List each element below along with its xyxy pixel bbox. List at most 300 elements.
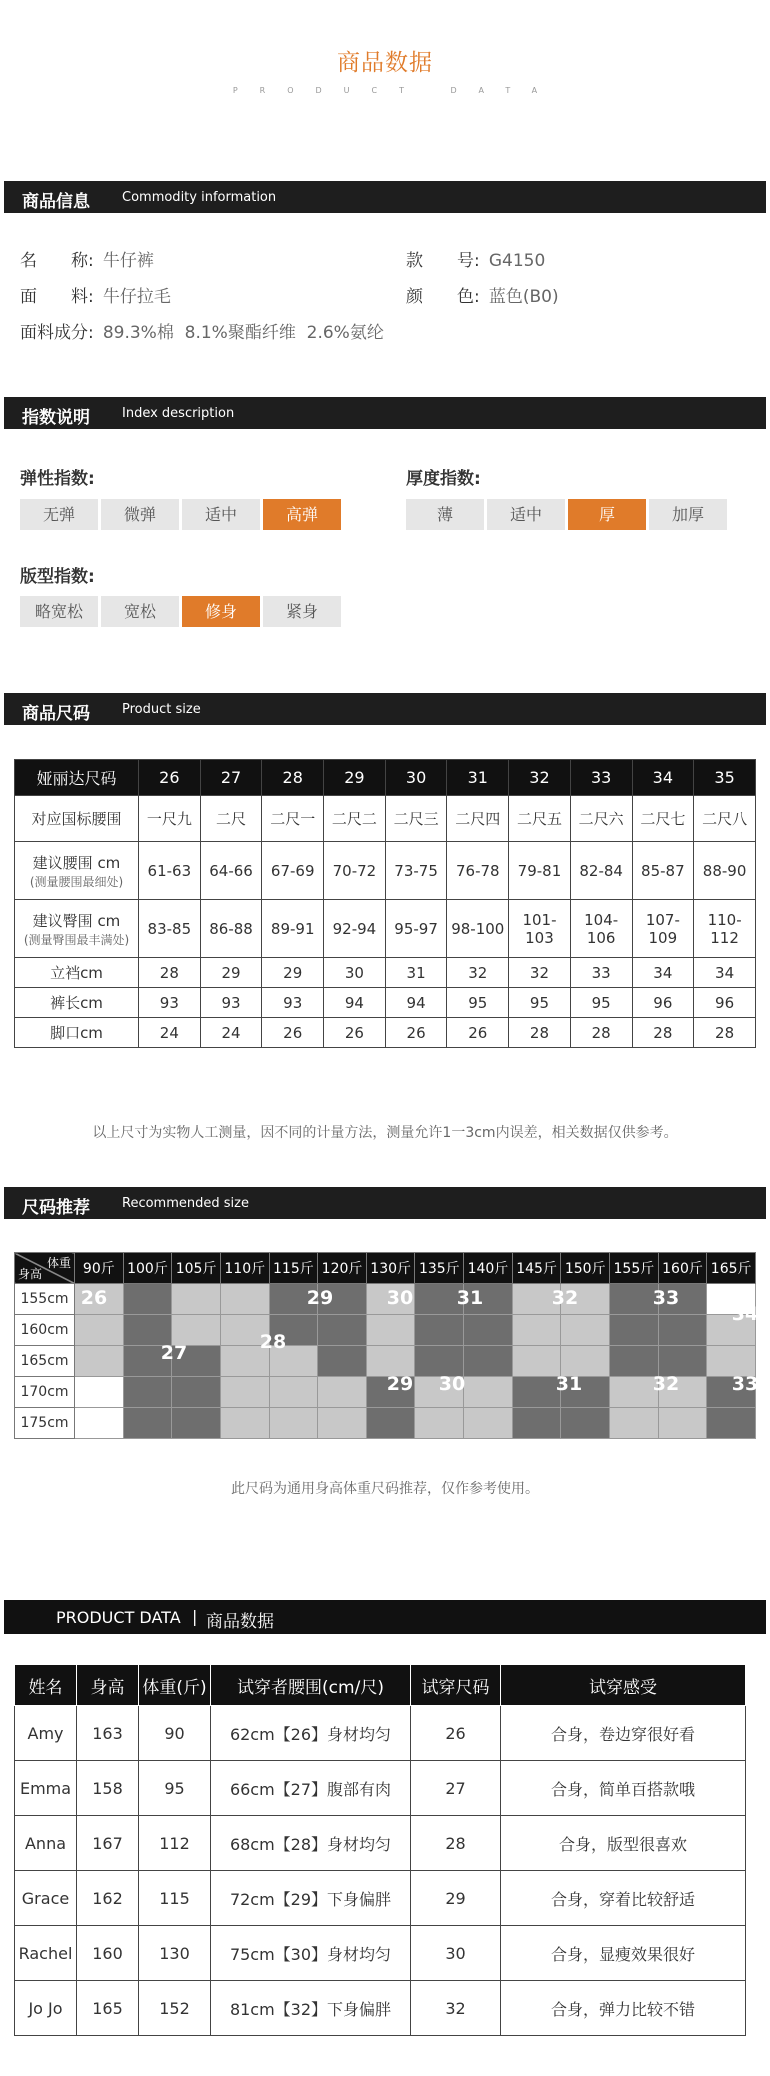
field-label: 名 称: bbox=[20, 251, 94, 271]
size-cell: 二尺五 bbox=[509, 796, 571, 842]
size-header-cell: 31 bbox=[447, 760, 509, 796]
size-cell: 95 bbox=[509, 988, 571, 1018]
weight-header: 165斤 bbox=[707, 1253, 756, 1284]
weight-header: 120斤 bbox=[318, 1253, 367, 1284]
size-cell: 93 bbox=[262, 988, 324, 1018]
field-label: 面 料: bbox=[20, 287, 94, 307]
recommend-cell bbox=[610, 1408, 659, 1439]
tryon-row bbox=[15, 1816, 746, 1871]
tryon-cell: 115 bbox=[139, 1871, 211, 1926]
tryon-cell: 合身，版型很喜欢 bbox=[501, 1816, 746, 1871]
recommend-cell bbox=[415, 1377, 464, 1408]
recommend-cell bbox=[318, 1377, 367, 1408]
recommend-cell bbox=[123, 1377, 172, 1408]
size-row-label-note: (测量腰围最细处) bbox=[29, 874, 124, 889]
recommend-cell bbox=[464, 1377, 513, 1408]
size-cell: 93 bbox=[139, 988, 201, 1018]
recommend-row bbox=[15, 1408, 756, 1439]
thickness-index-label: 厚度指数: bbox=[406, 469, 481, 489]
tryon-section-separator: | bbox=[192, 1607, 198, 1626]
weight-header: 140斤 bbox=[464, 1253, 513, 1284]
recommend-cell bbox=[123, 1346, 172, 1377]
tryon-row bbox=[15, 1926, 746, 1981]
recommend-cell bbox=[75, 1346, 124, 1377]
size-row-label bbox=[15, 900, 139, 958]
recommend-cell bbox=[658, 1346, 707, 1377]
size-cell: 94 bbox=[385, 988, 447, 1018]
size-cell: 24 bbox=[200, 1018, 262, 1048]
fit-option: 宽松 bbox=[101, 596, 179, 627]
height-header: 160cm bbox=[15, 1315, 75, 1346]
size-row-label-text: 建议腰围 cm bbox=[32, 853, 121, 872]
recommend-cell bbox=[269, 1408, 318, 1439]
field-name bbox=[20, 246, 154, 271]
thickness-option: 薄 bbox=[406, 499, 484, 530]
recommend-cell bbox=[707, 1377, 756, 1408]
size-cell: 95 bbox=[447, 988, 509, 1018]
size-cell: 28 bbox=[694, 1018, 756, 1048]
size-section-subtitle: Product size bbox=[122, 702, 201, 717]
size-row-label bbox=[15, 842, 139, 900]
size-cell: 95-97 bbox=[385, 900, 447, 958]
tryon-cell: Emma bbox=[15, 1761, 77, 1816]
recommend-cell bbox=[658, 1408, 707, 1439]
tryon-cell: 27 bbox=[411, 1761, 501, 1816]
recommend-cell bbox=[512, 1377, 561, 1408]
size-table-row bbox=[15, 900, 756, 958]
recommend-section-subtitle: Recommended size bbox=[122, 1196, 249, 1211]
recommend-cell bbox=[415, 1408, 464, 1439]
recommend-header-row bbox=[15, 1253, 756, 1284]
commodity-section-subtitle: Commodity information bbox=[122, 190, 277, 205]
size-row-label-note: (测量臀围最丰满处) bbox=[23, 932, 130, 947]
size-row-label-text: 裤长cm bbox=[50, 994, 103, 1012]
recommend-note: 此尺码为通用身高体重尺码推荐，仅作参考使用。 bbox=[231, 1481, 539, 1497]
recommend-cell bbox=[366, 1284, 415, 1315]
tryon-cell: 75cm【30】身材均匀 bbox=[211, 1926, 411, 1981]
elastic-option-selected: 高弹 bbox=[263, 499, 341, 530]
tryon-cell: 66cm【27】腹部有肉 bbox=[211, 1761, 411, 1816]
size-table-row bbox=[15, 842, 756, 900]
size-header-cell: 33 bbox=[570, 760, 632, 796]
thickness-option: 加厚 bbox=[649, 499, 727, 530]
recommend-row bbox=[15, 1346, 756, 1377]
recommend-cell bbox=[707, 1284, 756, 1315]
tryon-cell: 152 bbox=[139, 1981, 211, 2036]
tryon-cell: Rachel bbox=[15, 1926, 77, 1981]
size-note: 以上尺寸为实物人工测量，因不同的计量方法，测量允许1一3cm内误差，相关数据仅供参考。 bbox=[92, 1125, 678, 1141]
size-region-label: 27 bbox=[160, 1342, 188, 1364]
recommend-cell bbox=[318, 1346, 367, 1377]
size-table-row bbox=[15, 1018, 756, 1048]
weight-header: 155斤 bbox=[610, 1253, 659, 1284]
field-fabric bbox=[20, 282, 171, 307]
recommend-cell bbox=[610, 1377, 659, 1408]
size-cell: 二尺六 bbox=[570, 796, 632, 842]
size-cell: 95 bbox=[570, 988, 632, 1018]
tryon-cell: 30 bbox=[411, 1926, 501, 1981]
size-cell: 32 bbox=[447, 958, 509, 988]
recommend-cell bbox=[318, 1315, 367, 1346]
field-label: 款 号: bbox=[406, 251, 480, 271]
tryon-cell: 130 bbox=[139, 1926, 211, 1981]
size-region-label: 34 bbox=[731, 1303, 759, 1325]
field-value: 89.3%棉 8.1%聚酯纤维 2.6%氨纶 bbox=[102, 323, 384, 343]
recommend-cell bbox=[366, 1346, 415, 1377]
size-cell: 85-87 bbox=[632, 842, 694, 900]
weight-header: 150斤 bbox=[561, 1253, 610, 1284]
size-cell: 二尺八 bbox=[694, 796, 756, 842]
tryon-cell: 95 bbox=[139, 1761, 211, 1816]
size-cell: 34 bbox=[694, 958, 756, 988]
size-table-row bbox=[15, 796, 756, 842]
tryon-cell: 81cm【32】下身偏胖 bbox=[211, 1981, 411, 2036]
recommend-cell bbox=[172, 1315, 221, 1346]
recommend-cell bbox=[561, 1408, 610, 1439]
recommend-cell bbox=[464, 1346, 513, 1377]
recommend-cell bbox=[123, 1408, 172, 1439]
tryon-cell: 合身，穿着比较舒适 bbox=[501, 1871, 746, 1926]
size-cell: 34 bbox=[632, 958, 694, 988]
recommend-cell bbox=[561, 1284, 610, 1315]
tryon-header-cell: 试穿感受 bbox=[501, 1665, 746, 1706]
size-header-cell: 娅丽达尺码 bbox=[15, 760, 139, 796]
size-row-label bbox=[15, 958, 139, 988]
size-cell: 104-106 bbox=[570, 900, 632, 958]
recommend-cell bbox=[415, 1315, 464, 1346]
elastic-option: 适中 bbox=[182, 499, 260, 530]
size-header-cell: 27 bbox=[200, 760, 262, 796]
tryon-cell: 163 bbox=[77, 1706, 139, 1761]
commodity-section-title: 商品信息 bbox=[22, 192, 90, 212]
tryon-cell: 160 bbox=[77, 1926, 139, 1981]
recommend-cell bbox=[172, 1377, 221, 1408]
recommend-cell bbox=[220, 1315, 269, 1346]
fit-option-selected: 修身 bbox=[182, 596, 260, 627]
size-table-row bbox=[15, 958, 756, 988]
tryon-table bbox=[14, 1664, 746, 2036]
page-subtitle: PRODUCT DATA bbox=[232, 86, 560, 95]
tryon-cell: 合身，显瘦效果很好 bbox=[501, 1926, 746, 1981]
size-header-cell: 30 bbox=[385, 760, 447, 796]
commodity-section-bar bbox=[4, 181, 766, 213]
field-value: 牛仔拉毛 bbox=[102, 287, 171, 307]
tryon-cell: 165 bbox=[77, 1981, 139, 2036]
size-cell: 82-84 bbox=[570, 842, 632, 900]
elastic-index-label: 弹性指数: bbox=[20, 469, 95, 489]
field-color bbox=[406, 282, 559, 307]
tryon-cell: 合身，弹力比较不错 bbox=[501, 1981, 746, 2036]
thickness-option: 适中 bbox=[487, 499, 565, 530]
size-cell: 26 bbox=[447, 1018, 509, 1048]
size-cell: 67-69 bbox=[262, 842, 324, 900]
index-section-title: 指数说明 bbox=[22, 408, 90, 428]
recommend-cell bbox=[415, 1346, 464, 1377]
tryon-cell: 68cm【28】身材均匀 bbox=[211, 1816, 411, 1871]
tryon-header-cell: 试穿者腰围(cm/尺) bbox=[211, 1665, 411, 1706]
size-cell: 二尺三 bbox=[385, 796, 447, 842]
field-composition bbox=[20, 318, 384, 343]
size-cell: 79-81 bbox=[509, 842, 571, 900]
size-cell: 31 bbox=[385, 958, 447, 988]
size-cell: 110-112 bbox=[694, 900, 756, 958]
size-region-label: 31 bbox=[555, 1373, 583, 1395]
tryon-row bbox=[15, 1871, 746, 1926]
recommend-cell bbox=[366, 1408, 415, 1439]
size-cell: 96 bbox=[694, 988, 756, 1018]
thickness-option-selected: 厚 bbox=[568, 499, 646, 530]
elastic-option: 微弹 bbox=[101, 499, 179, 530]
size-row-label bbox=[15, 796, 139, 842]
height-header: 165cm bbox=[15, 1346, 75, 1377]
recommend-cell bbox=[172, 1408, 221, 1439]
fit-index-label: 版型指数: bbox=[20, 567, 95, 587]
weight-header: 110斤 bbox=[220, 1253, 269, 1284]
tryon-header-cell: 试穿尺码 bbox=[411, 1665, 501, 1706]
recommend-cell bbox=[658, 1377, 707, 1408]
size-row-label-text: 脚口cm bbox=[50, 1024, 103, 1042]
tryon-section-zh: 商品数据 bbox=[206, 1612, 274, 1632]
size-region-label: 33 bbox=[731, 1373, 759, 1395]
field-label: 面料成分: bbox=[20, 323, 94, 343]
size-cell: 73-75 bbox=[385, 842, 447, 900]
size-section-bar bbox=[4, 693, 766, 725]
index-section-bar bbox=[4, 397, 766, 429]
size-cell: 64-66 bbox=[200, 842, 262, 900]
size-table-header bbox=[15, 760, 756, 796]
elastic-option: 无弹 bbox=[20, 499, 98, 530]
size-table-row bbox=[15, 988, 756, 1018]
recommend-cell bbox=[220, 1346, 269, 1377]
size-cell: 83-85 bbox=[139, 900, 201, 958]
recommend-cell bbox=[220, 1408, 269, 1439]
tryon-header-cell: 体重(斤) bbox=[139, 1665, 211, 1706]
weight-header: 100斤 bbox=[123, 1253, 172, 1284]
fit-option: 略宽松 bbox=[20, 596, 98, 627]
weight-header: 115斤 bbox=[269, 1253, 318, 1284]
size-cell: 24 bbox=[139, 1018, 201, 1048]
size-cell: 70-72 bbox=[324, 842, 386, 900]
size-cell: 96 bbox=[632, 988, 694, 1018]
corner-height-label: 身高 bbox=[18, 1267, 43, 1281]
corner-weight-label: 体重 bbox=[46, 1256, 71, 1270]
tryon-cell: 162 bbox=[77, 1871, 139, 1926]
size-header-cell: 35 bbox=[694, 760, 756, 796]
recommend-row bbox=[15, 1284, 756, 1315]
size-cell: 28 bbox=[509, 1018, 571, 1048]
tryon-cell: 90 bbox=[139, 1706, 211, 1761]
size-region-label: 28 bbox=[259, 1331, 287, 1353]
tryon-cell: 32 bbox=[411, 1981, 501, 2036]
size-cell: 28 bbox=[632, 1018, 694, 1048]
tryon-cell: 26 bbox=[411, 1706, 501, 1761]
recommend-cell bbox=[75, 1377, 124, 1408]
elastic-index-scale bbox=[20, 499, 350, 530]
weight-header: 105斤 bbox=[172, 1253, 221, 1284]
tryon-header-cell: 姓名 bbox=[15, 1665, 77, 1706]
weight-header: 145斤 bbox=[512, 1253, 561, 1284]
size-cell: 二尺 bbox=[200, 796, 262, 842]
recommend-cell bbox=[123, 1315, 172, 1346]
recommend-cell bbox=[75, 1315, 124, 1346]
tryon-cell: 29 bbox=[411, 1871, 501, 1926]
tryon-cell: 158 bbox=[77, 1761, 139, 1816]
size-cell: 32 bbox=[509, 958, 571, 988]
recommend-cell bbox=[269, 1346, 318, 1377]
size-header-cell: 29 bbox=[324, 760, 386, 796]
recommend-corner-cell bbox=[15, 1253, 75, 1284]
size-cell: 33 bbox=[570, 958, 632, 988]
size-region-label: 32 bbox=[652, 1373, 680, 1395]
size-recommend-grid bbox=[14, 1252, 759, 1439]
recommend-cell bbox=[707, 1315, 756, 1346]
recommend-cell bbox=[366, 1315, 415, 1346]
height-header: 175cm bbox=[15, 1408, 75, 1439]
size-region-label: 33 bbox=[652, 1287, 680, 1309]
size-cell: 二尺二 bbox=[324, 796, 386, 842]
fit-index-scale bbox=[20, 596, 350, 627]
tryon-cell: 112 bbox=[139, 1816, 211, 1871]
size-region-label: 29 bbox=[306, 1287, 334, 1309]
field-label: 颜 色: bbox=[406, 287, 480, 307]
size-header-cell: 26 bbox=[139, 760, 201, 796]
size-cell: 92-94 bbox=[324, 900, 386, 958]
size-cell: 89-91 bbox=[262, 900, 324, 958]
recommend-cell bbox=[75, 1408, 124, 1439]
tryon-cell: 合身，卷边穿很好看 bbox=[501, 1706, 746, 1761]
page-title: 商品数据 bbox=[337, 50, 433, 76]
recommend-cell bbox=[220, 1377, 269, 1408]
recommend-cell bbox=[610, 1284, 659, 1315]
tryon-cell: 合身，简单百搭款哦 bbox=[501, 1761, 746, 1816]
recommend-cell bbox=[269, 1284, 318, 1315]
recommend-cell bbox=[123, 1284, 172, 1315]
tryon-cell: Anna bbox=[15, 1816, 77, 1871]
recommend-cell bbox=[464, 1408, 513, 1439]
recommend-cell bbox=[415, 1284, 464, 1315]
recommend-cell bbox=[269, 1377, 318, 1408]
size-header-cell: 28 bbox=[262, 760, 324, 796]
recommend-cell bbox=[707, 1408, 756, 1439]
field-value: 蓝色(B0) bbox=[488, 287, 559, 307]
size-header-cell: 34 bbox=[632, 760, 694, 796]
fit-option: 紧身 bbox=[263, 596, 341, 627]
size-cell: 94 bbox=[324, 988, 386, 1018]
recommend-cell bbox=[366, 1377, 415, 1408]
weight-header: 135斤 bbox=[415, 1253, 464, 1284]
size-region-label: 29 bbox=[386, 1373, 414, 1395]
size-cell: 98-100 bbox=[447, 900, 509, 958]
recommend-cell bbox=[561, 1377, 610, 1408]
recommend-cell bbox=[658, 1315, 707, 1346]
recommend-cell bbox=[464, 1284, 513, 1315]
index-section-subtitle: Index description bbox=[122, 406, 235, 421]
height-header: 155cm bbox=[15, 1284, 75, 1315]
tryon-cell: Amy bbox=[15, 1706, 77, 1761]
size-region-label: 30 bbox=[386, 1287, 414, 1309]
size-header-cell: 32 bbox=[509, 760, 571, 796]
recommend-cell bbox=[561, 1346, 610, 1377]
recommend-section-title: 尺码推荐 bbox=[22, 1198, 90, 1218]
tryon-cell: Jo Jo bbox=[15, 1981, 77, 2036]
size-cell: 26 bbox=[385, 1018, 447, 1048]
thickness-index-scale bbox=[406, 499, 736, 530]
size-row-label-text: 立裆cm bbox=[50, 964, 103, 982]
size-cell: 76-78 bbox=[447, 842, 509, 900]
tryon-header-cell: 身高 bbox=[77, 1665, 139, 1706]
recommend-cell bbox=[464, 1315, 513, 1346]
field-value: 牛仔裤 bbox=[102, 251, 154, 271]
size-cell: 26 bbox=[324, 1018, 386, 1048]
size-cell: 93 bbox=[200, 988, 262, 1018]
size-region-label: 26 bbox=[80, 1287, 108, 1309]
tryon-row bbox=[15, 1706, 746, 1761]
recommend-row bbox=[15, 1377, 756, 1408]
size-section-title: 商品尺码 bbox=[22, 704, 90, 724]
size-cell: 30 bbox=[324, 958, 386, 988]
recommend-cell bbox=[75, 1284, 124, 1315]
size-row-label-text: 建议臀围 cm bbox=[32, 911, 121, 930]
tryon-section-bar bbox=[4, 1600, 766, 1634]
size-row-label bbox=[15, 988, 139, 1018]
size-cell: 61-63 bbox=[139, 842, 201, 900]
tryon-section-en: PRODUCT DATA bbox=[56, 1608, 181, 1627]
recommend-cell bbox=[512, 1284, 561, 1315]
size-region-label: 30 bbox=[438, 1373, 466, 1395]
recommend-cell bbox=[318, 1408, 367, 1439]
size-cell: 107-109 bbox=[632, 900, 694, 958]
weight-header: 130斤 bbox=[366, 1253, 415, 1284]
size-cell: 一尺九 bbox=[139, 796, 201, 842]
tryon-cell: Grace bbox=[15, 1871, 77, 1926]
size-cell: 28 bbox=[139, 958, 201, 988]
recommend-cell bbox=[512, 1346, 561, 1377]
size-cell: 29 bbox=[200, 958, 262, 988]
size-cell: 29 bbox=[262, 958, 324, 988]
recommend-cell bbox=[220, 1284, 269, 1315]
recommend-cell bbox=[172, 1284, 221, 1315]
size-region-label: 32 bbox=[551, 1287, 579, 1309]
tryon-header-row bbox=[15, 1665, 746, 1706]
size-row-label bbox=[15, 1018, 139, 1048]
recommend-cell bbox=[707, 1346, 756, 1377]
recommend-cell bbox=[172, 1346, 221, 1377]
size-row-label-text: 对应国标腰围 bbox=[31, 810, 122, 828]
recommend-cell bbox=[610, 1315, 659, 1346]
recommend-cell bbox=[318, 1284, 367, 1315]
size-region-label: 31 bbox=[456, 1287, 484, 1309]
recommend-cell bbox=[610, 1346, 659, 1377]
recommend-row bbox=[15, 1315, 756, 1346]
recommend-cell bbox=[512, 1408, 561, 1439]
size-cell: 26 bbox=[262, 1018, 324, 1048]
recommend-section-bar bbox=[4, 1187, 766, 1219]
tryon-row bbox=[15, 1981, 746, 2036]
tryon-cell: 167 bbox=[77, 1816, 139, 1871]
size-cell: 86-88 bbox=[200, 900, 262, 958]
field-style-number bbox=[406, 246, 545, 271]
size-cell: 28 bbox=[570, 1018, 632, 1048]
weight-header: 160斤 bbox=[658, 1253, 707, 1284]
recommend-cell bbox=[658, 1284, 707, 1315]
size-cell: 二尺七 bbox=[632, 796, 694, 842]
weight-header: 90斤 bbox=[75, 1253, 124, 1284]
recommend-cell bbox=[269, 1315, 318, 1346]
tryon-cell: 72cm【29】下身偏胖 bbox=[211, 1871, 411, 1926]
size-cell: 88-90 bbox=[694, 842, 756, 900]
tryon-cell: 28 bbox=[411, 1816, 501, 1871]
size-table bbox=[14, 759, 756, 1048]
